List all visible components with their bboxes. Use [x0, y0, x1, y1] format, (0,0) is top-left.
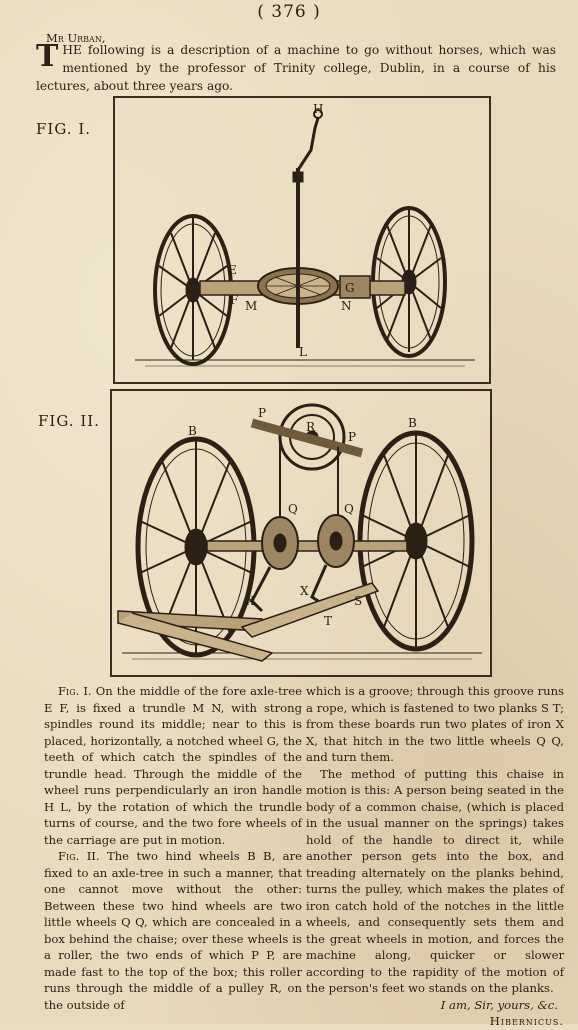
paragraph-text: The two hind wheels B B, are fixed to an axle-tree in such a manner, that one cannot move without the other: Between these two hind wheels are two little wheels Q Q, which are concealed in a box behind the chaise; over these wheels is a roller, the two ends of which P P, are made fast to the top of the box; this roller runs through the middle of a pulley R, on the outside of — [44, 849, 302, 1012]
figure-2-letter: B — [408, 416, 417, 430]
figure-2-engraving — [110, 389, 492, 677]
paragraph: The method of putting this chaise in motion is this: A person being seated in the body of a common chaise, (which is placed in the usual manner on the springs) takes hold of the handle to direct it, while another person gets into the box, and treading alternately on the planks behind, turns the pulley, which makes the plates of iron catch hold of the notches in the little wheels, and consequently sets them and the great wheels in motion, and forces the machine along, quicker or slower according to the rapidity of the motion of the person's feet wo stands on the planks. — [306, 766, 564, 995]
figure-2-letter: S — [354, 594, 363, 608]
figure-1-letter: F — [230, 293, 239, 307]
figure-1-letter: G — [345, 281, 355, 295]
salutation: Mr Urban, — [46, 31, 106, 45]
figure-1-letter: H — [313, 102, 324, 116]
page-number: ( 376 ) — [257, 2, 321, 22]
figure-2-letter: B — [188, 424, 197, 438]
figure-1-illustration — [115, 98, 489, 382]
paragraph-text: On the middle of the fore axle-tree E F, is fixed a trundle M N, with strong spindles round its middle; near to this is placed, horizontally, a notched wheel G, the teeth of which catch the spindles of the trundle head. Through the middle of the wheel runs perpendicularly an iron handle H L, by the rotation of which the trundle turns of course, and the two fore wheels of the carriage are put in motion. — [44, 684, 302, 847]
paragraph: which is a groove; through this groove runs a rope, which is fastened to two planks S T; from these boards run two plates of iron X X, that hitch in the two little wheels Q Q, and turn them. — [306, 684, 564, 764]
figure-2-letter: T — [324, 614, 333, 628]
figure-1-letter: E — [228, 263, 237, 277]
figure-2-letter: R — [306, 420, 316, 434]
figure-2-letter: Q — [288, 502, 298, 516]
figure-2-letter: P — [348, 430, 357, 444]
right-column — [306, 683, 564, 1030]
left-column — [44, 683, 302, 1013]
intro-text: HE following is a description of a machine to go without horses, which was mentioned by the professor of Trinity college, Dublin, in a course of his lectures, about three years ago. — [36, 43, 556, 93]
paragraph-head: Fig. I. — [58, 684, 92, 698]
figure-2-letter: X — [300, 584, 309, 598]
figure-1-label: FIG. I. — [36, 120, 92, 138]
paragraph-head: Fig. II. — [58, 849, 100, 863]
paragraph — [44, 848, 302, 1013]
figure-1-letters — [228, 102, 355, 359]
figure-1-engraving — [113, 96, 491, 384]
figure-1-letter: M — [245, 299, 258, 313]
drop-cap: T — [36, 39, 59, 74]
intro-paragraph — [36, 41, 556, 95]
figure-2-label: FIG. II. — [38, 412, 100, 430]
figure-2-letter: P — [258, 406, 267, 420]
paragraph — [44, 683, 302, 848]
signature: Hibernicus. — [489, 1014, 564, 1028]
sign-off: I am, Sir, yours, &c. — [440, 997, 558, 1012]
figure-1-letter: L — [299, 345, 307, 359]
figure-1-letter: N — [341, 299, 352, 313]
figure-2-letter: X — [246, 594, 255, 608]
figure-2-letter: Q — [344, 502, 354, 516]
figure-2-illustration — [112, 391, 490, 675]
